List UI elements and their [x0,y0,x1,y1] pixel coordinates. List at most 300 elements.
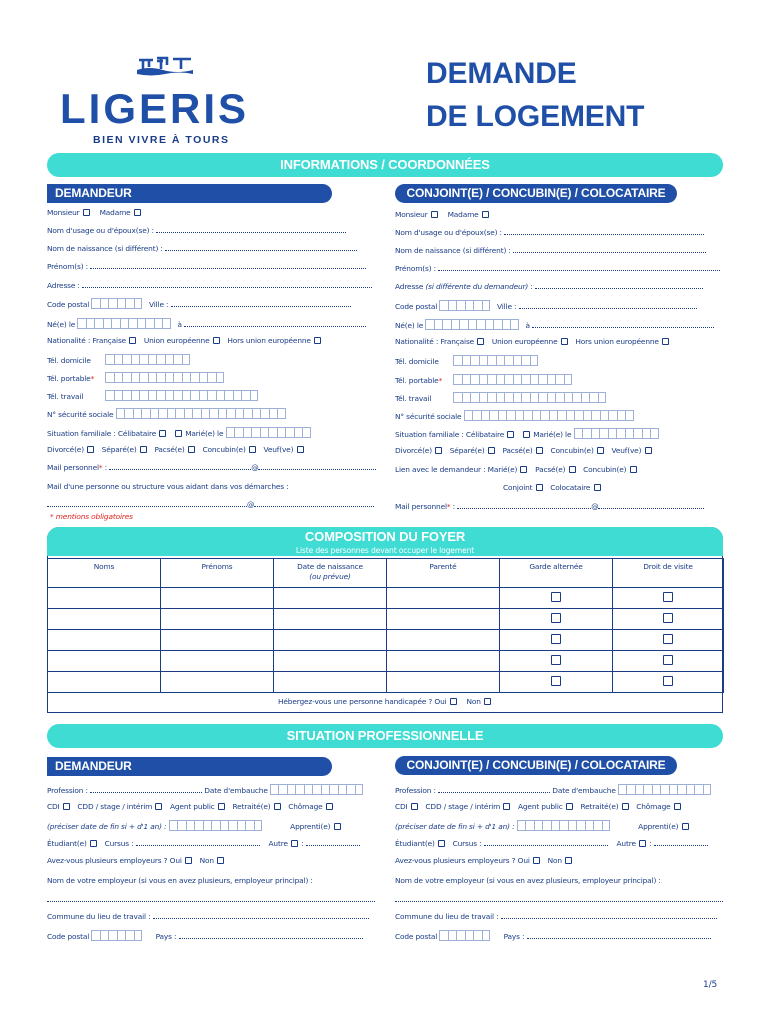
tel-portable-cells[interactable] [105,372,224,386]
conj-adresse-field[interactable] [535,282,703,289]
label-concubin: Concubin(e) [583,465,627,474]
mail-domain-field[interactable] [258,463,376,470]
foyer-cell-checkbox[interactable] [613,609,724,630]
label-concubin: Concubin(e) [550,446,594,455]
pro-row [395,930,711,940]
foyer-cell-input[interactable] [387,630,500,651]
checkbox-droit-visite[interactable] [663,634,673,644]
checkbox-apprenti[interactable] [334,823,341,830]
ville-field[interactable] [171,300,351,307]
checkbox-droit-visite[interactable] [663,592,673,602]
label-pays: Pays : [503,932,525,941]
checkbox-hors-ue[interactable] [314,337,321,344]
naissance-row [47,318,366,328]
logo-icon [135,55,195,79]
lien-row [395,465,638,475]
label-employeur: Nom de votre employeur (si vous en avez plusieurs, employeur principal) : [47,876,313,885]
label-pays: Pays : [155,932,177,941]
conj-mail-domain-field[interactable] [598,502,704,509]
label-monsieur: Monsieur [47,208,80,217]
checkbox-garde-alternee[interactable] [551,655,561,665]
label-nationalite: Nationalité : Française [395,337,475,346]
section-pro-banner: SITUATION PROFESSIONNELLE [47,724,723,748]
conj-employeur-field[interactable] [395,895,723,902]
label-nom-naissance: Nom de naissance (si différent) : [47,244,163,253]
pro-row [47,802,334,812]
label-colon: : [102,463,107,472]
conj-embauche-cells[interactable] [618,784,712,798]
label-tel-portable: Tél. portable [47,374,91,383]
code-postal-row [47,298,351,308]
label-chomage: Chômage [288,802,323,811]
pro-row [395,856,573,866]
conj-checkbox-agent-public[interactable] [566,803,573,810]
checkbox-marie[interactable] [175,430,182,437]
label-pacse: Pacsé(e) [154,445,185,454]
conj-naissance-row [395,319,714,329]
pro-row [47,820,342,830]
foyer-cell-input[interactable] [387,588,500,609]
label-tel-domicile: Tél. domicile [47,356,91,365]
lien2-row [503,483,602,493]
conj-nom-naissance-field[interactable] [513,246,706,253]
label-nom-usage: Nom d'usage ou d'époux(se) : [395,228,502,237]
label-handicap: Hébergez-vous une personne handicapée ? Oui [277,697,447,706]
conj-profession-field[interactable] [438,786,550,793]
civilite-row [47,208,142,218]
label-cdd: CDD / stage / intérim [77,802,153,811]
adresse-field[interactable] [82,281,372,288]
conj-checkbox-apprenti[interactable] [682,823,689,830]
adresse-row [47,281,372,291]
col-noms: Noms [48,559,161,588]
label-adresse-note: (si différente du demandeur) [425,282,529,291]
foyer-cell-checkbox[interactable] [500,588,613,609]
conj-lieu-naissance-field[interactable] [532,321,714,328]
conj-ville-field[interactable] [519,302,697,309]
pro-row [47,912,369,922]
aide-mail-domain-field[interactable] [254,500,374,507]
label-embauche: Date d'embauche [552,786,616,795]
nom-usage-row [47,226,346,236]
conj-checkbox-cdd[interactable] [503,803,510,810]
label-employeur: Nom de votre employeur (si vous en avez plusieurs, employeur principal) : [395,876,661,885]
checkbox-francaise[interactable] [129,337,136,344]
aide-mail-user-field[interactable] [47,500,247,507]
checkbox-separe[interactable] [140,446,147,453]
prenom-field[interactable] [90,262,366,269]
checkbox-chomage[interactable] [326,803,333,810]
col-garde: Garde alternée [500,559,613,588]
label-ville: Ville : [496,302,517,311]
checkbox-handicap-oui[interactable] [450,698,457,705]
conj-code-postal-cells[interactable] [439,300,490,314]
label-plusieurs-employeurs: Avez-vous plusieurs employeurs ? Oui [395,856,530,865]
checkbox-garde-alternee[interactable] [551,676,561,686]
checkbox-lien-colocataire[interactable] [594,484,601,491]
checkbox-veuf[interactable] [297,446,304,453]
label-monsieur: Monsieur [395,210,428,219]
conj-checkbox-employeurs-oui[interactable] [533,857,540,864]
label-ne-le: Né(e) le [47,320,76,329]
label-madame: Madame [99,208,131,217]
checkbox-union-eu[interactable] [213,337,220,344]
foyer-row [48,630,724,651]
conj-prenom-field[interactable] [438,264,720,271]
autre-field[interactable] [306,839,360,846]
checkbox-conj-marie[interactable] [523,431,530,438]
checkbox-employeurs-oui[interactable] [185,857,192,864]
label-embauche: Date d'embauche [204,786,268,795]
label-situation: Situation familiale : Célibataire [47,429,157,438]
label-pacse: Pacsé(e) [535,465,566,474]
embauche-cells[interactable] [270,784,364,798]
date-fin-cells[interactable] [169,820,263,834]
label-veuf: Veuf(ve) [611,446,642,455]
conj-civilite-row [395,210,490,220]
label-code-postal: Code postal [47,932,90,941]
checkbox-droit-visite[interactable] [663,613,673,623]
conj-situation-row [395,428,659,438]
foyer-cell-checkbox[interactable] [500,609,613,630]
label-conjoint: Conjoint [503,483,533,492]
tab-conjoint: CONJOINT(E) / CONCUBIN(E) / COLOCATAIRE [395,184,677,203]
pro-row [47,856,225,866]
pro-row [395,895,723,905]
checkbox-conj-pacse[interactable] [536,447,543,454]
label-tel-travail: Tél. travail [47,392,84,401]
label-divorce: Divorcé(e) [395,446,432,455]
secu-row [47,408,286,418]
label-ne-le: Né(e) le [395,321,424,330]
label-a: à [525,321,530,330]
conj-date-fin-cells[interactable] [517,820,611,834]
label-non: Non [466,697,481,706]
checkbox-conj-hors-ue[interactable] [662,338,669,345]
label-a: à [177,320,182,329]
nom-naissance-field[interactable] [165,244,357,251]
commune-field[interactable] [153,912,369,919]
label-tel-travail: Tél. travail [395,394,432,403]
label-divorce: Divorcé(e) [47,445,84,454]
date-mariage-cells[interactable] [226,427,311,441]
conj-checkbox-employeurs-non[interactable] [565,857,572,864]
conj-tel-travail-cells[interactable] [453,392,606,406]
brand-tagline: BIEN VIVRE À TOURS [93,134,230,146]
foyer-row [48,609,724,630]
aide-label: Mail d'une personne ou structure vous aidant dans vos démarches : [47,482,289,491]
foyer-cell-input[interactable] [48,630,161,651]
label-cursus: Cursus : [104,839,134,848]
checkbox-droit-visite[interactable] [663,655,673,665]
pro-row [47,930,363,940]
conj-situation2-row [395,446,653,456]
tel-travail-cells[interactable] [105,390,258,404]
pro-row [395,820,690,830]
at-sign: @ [247,500,255,509]
conj-checkbox-etudiant[interactable] [438,840,445,847]
prenom-row [47,262,366,272]
at-sign: @ [251,463,259,472]
checkbox-retraite[interactable] [274,803,281,810]
label-profession: Profession : [395,786,436,795]
foyer-cell-input[interactable] [161,651,274,672]
foyer-cell-input[interactable] [48,588,161,609]
situation-row [47,427,311,437]
checkbox-lien-concubin[interactable] [630,466,637,473]
checkbox-garde-alternee[interactable] [551,592,561,602]
label-agent-public: Agent public [169,802,215,811]
label-autre: Autre [616,839,636,848]
pro-row [395,912,717,922]
foyer-cell-input[interactable] [48,672,161,693]
foyer-cell-input[interactable] [274,588,387,609]
checkbox-monsieur[interactable] [83,209,90,216]
label-pacse: Pacsé(e) [502,446,533,455]
checkbox-madame[interactable] [134,209,141,216]
checkbox-divorce[interactable] [87,446,94,453]
checkbox-conj-veuf[interactable] [645,447,652,454]
label-hors-ue: Hors union européenne [575,337,659,346]
foyer-cell-checkbox[interactable] [613,651,724,672]
checkbox-conj-madame[interactable] [482,211,489,218]
conj-tel-portable-cells[interactable] [453,374,572,388]
col-droit-visite: Droit de visite [613,559,724,588]
conj-autre-field[interactable] [654,839,708,846]
label-situation: Situation familiale : Célibataire [395,430,505,439]
code-postal-cells[interactable] [91,298,142,312]
foyer-cell-checkbox[interactable] [613,588,724,609]
foyer-cell-input[interactable] [161,630,274,651]
foyer-cell-checkbox[interactable] [500,672,613,693]
label-commune: Commune du lieu de travail : [47,912,151,921]
col-date-label: Date de naissance [297,562,363,571]
checkbox-droit-visite[interactable] [663,676,673,686]
label-hors-ue: Hors union européenne [227,336,311,345]
foyer-row [48,672,724,693]
foyer-cell-input[interactable] [48,651,161,672]
nom-naissance-row [47,244,357,254]
label-chomage: Chômage [636,802,671,811]
checkbox-lien-conjoint[interactable] [536,484,543,491]
checkbox-pacse[interactable] [188,446,195,453]
conj-nom-usage-field[interactable] [504,228,704,235]
at-sign: @ [591,502,599,511]
tel-domicile-cells[interactable] [105,354,190,368]
pro-row [395,784,711,794]
conj-tel-portable-row [395,374,572,384]
conj-mail-row [395,502,704,512]
label-marie: Marié(e) le [185,429,224,438]
tel-domicile-row [47,354,190,364]
conj-checkbox-autre[interactable] [639,840,646,847]
section-foyer-banner: COMPOSITION DU FOYER [47,527,723,547]
label-ville: Ville : [148,300,169,309]
conj-mail-user-field[interactable] [457,502,591,509]
label-apprenti: Apprenti(e) [638,822,679,831]
label-cdi: CDI [395,802,408,811]
conj-pays-field[interactable] [527,932,711,939]
foyer-cell-checkbox[interactable] [613,630,724,651]
foyer-subtitle: Liste des personnes devant occuper le logement [47,545,723,556]
checkbox-garde-alternee[interactable] [551,634,561,644]
pro-row: Étudiant(e) Cursus : Autre : [395,839,708,849]
conj-secu-cells[interactable] [464,410,634,424]
checkbox-lien-marie[interactable] [520,466,527,473]
employeur-field[interactable] [47,895,375,902]
pro-row: Étudiant(e) Cursus : Autre : [47,839,360,849]
checkbox-conj-divorce[interactable] [435,447,442,454]
col-parente: Parenté [387,559,500,588]
checkbox-agent-public[interactable] [218,803,225,810]
label-adresse: Adresse [395,282,424,291]
checkbox-cdi[interactable] [63,803,70,810]
foyer-row [48,651,724,672]
foyer-cell-checkbox[interactable] [500,630,613,651]
checkbox-handicap-non[interactable] [484,698,491,705]
label-lien: Lien avec le demandeur : Marié(e) [395,465,518,474]
conj-tel-domicile-cells[interactable] [453,355,538,369]
label-mail: Mail personnel [395,502,447,511]
pro-row [47,876,313,886]
page-number: 1/5 [703,980,718,990]
lieu-naissance-field[interactable] [184,320,366,327]
foyer-cell-input[interactable] [387,672,500,693]
label-retraite: Retraité(e) [580,802,619,811]
label-tel-domicile: Tél. domicile [395,357,439,366]
conj-date-mariage-cells[interactable] [574,428,659,442]
checkbox-conj-celibataire[interactable] [507,431,514,438]
conj-checkbox-cdi[interactable] [411,803,418,810]
checkbox-employeurs-non[interactable] [217,857,224,864]
label-profession: Profession : [47,786,88,795]
label-nom-usage: Nom d'usage ou d'époux(se) : [47,226,154,235]
conj-nom-usage-row [395,228,704,238]
foyer-cell-input[interactable] [387,651,500,672]
foyer-cell-input[interactable] [274,609,387,630]
label-non: Non [199,856,214,865]
label-etudiant: Étudiant(e) [47,839,87,848]
foyer-cell-checkbox[interactable] [500,651,613,672]
profession-field[interactable] [90,786,202,793]
foyer-cell-input[interactable] [274,672,387,693]
tab-pro-conjoint: CONJOINT(E) / CONCUBIN(E) / COLOCATAIRE [395,756,677,775]
label-adresse: Adresse : [47,281,80,290]
foyer-cell-input[interactable] [48,609,161,630]
label-non: Non [547,856,562,865]
label-prenom: Prénom(s) : [47,262,88,271]
label-prenom: Prénom(s) : [395,264,436,273]
foyer-header-row [48,559,724,588]
foyer-cell-input[interactable] [387,609,500,630]
foyer-cell-input[interactable] [274,651,387,672]
conj-checkbox-retraite[interactable] [622,803,629,810]
pays-field[interactable] [179,932,363,939]
conj-code-postal-cells[interactable] [439,930,490,944]
label-colon: : [530,282,533,291]
label-code-postal: Code postal [47,300,90,309]
conj-checkbox-chomage[interactable] [674,803,681,810]
aide-mail-row [47,500,374,510]
conj-prenom-row [395,264,720,274]
label-separe: Séparé(e) [101,445,137,454]
checkbox-garde-alternee[interactable] [551,613,561,623]
label-nom-naissance: Nom de naissance (si différent) : [395,246,511,255]
label-autre: Autre [268,839,288,848]
label-union-eu: Union européenne [143,336,210,345]
foyer-cell-input[interactable] [161,588,274,609]
pro-row [47,784,363,794]
pro-row [395,876,661,886]
mail-user-field[interactable] [109,463,251,470]
conj-date-naissance-cells[interactable] [425,319,519,333]
checkbox-conj-separe[interactable] [488,447,495,454]
label-retraite: Retraité(e) [232,802,271,811]
cursus-field[interactable] [136,839,260,846]
checkbox-concubin[interactable] [249,446,256,453]
foyer-cell-input[interactable] [274,630,387,651]
label-secu: N° sécurité sociale [395,412,462,421]
checkbox-conj-concubin[interactable] [597,447,604,454]
col-prenoms: Prénoms [161,559,274,588]
conj-nationalite-row [395,337,670,347]
checkbox-autre[interactable] [291,840,298,847]
checkbox-celibataire[interactable] [159,430,166,437]
conj-code-postal-row [395,300,697,310]
checkbox-conj-monsieur[interactable] [431,211,438,218]
label-colocataire: Colocataire [550,483,591,492]
label-tel-portable: Tél. portable [395,376,439,385]
conj-tel-domicile-row [395,355,538,365]
conj-adresse-row [395,282,703,292]
nom-usage-field[interactable] [156,226,346,233]
label-code-postal: Code postal [395,302,438,311]
label-madame: Madame [447,210,479,219]
conj-cursus-field[interactable] [484,839,608,846]
handicap-row [47,697,723,707]
foyer-cell-input[interactable] [161,672,274,693]
label-mail: Mail personnel [47,463,99,472]
foyer-row [48,588,724,609]
page-title-line1: DEMANDE [426,57,577,90]
label-concubin: Concubin(e) [202,445,246,454]
foyer-cell-checkbox[interactable] [613,672,724,693]
tab-demandeur: DEMANDEUR [47,184,332,203]
tel-travail-row [47,390,258,400]
foyer-table [47,558,724,693]
conj-tel-travail-row [395,392,606,402]
label-separe: Séparé(e) [449,446,485,455]
checkbox-conj-francaise[interactable] [477,338,484,345]
checkbox-etudiant[interactable] [90,840,97,847]
checkbox-cdd[interactable] [155,803,162,810]
checkbox-lien-pacse[interactable] [569,466,576,473]
foyer-cell-input[interactable] [161,609,274,630]
code-postal-cells[interactable] [91,930,142,944]
required-star: * [438,376,443,385]
label-colon: : [450,502,455,511]
pro-row [47,895,375,905]
section-infos-banner: INFORMATIONS / COORDONNÉES [47,153,723,177]
nationalite-row [47,336,322,346]
conj-commune-field[interactable] [501,912,717,919]
mentions-obligatoires: * mentions obligatoires [50,512,133,521]
secu-cells[interactable] [116,408,286,422]
checkbox-conj-union-eu[interactable] [561,338,568,345]
label-marie: Marié(e) le [533,430,572,439]
mail-row [47,463,376,473]
date-naissance-cells[interactable] [77,318,171,332]
